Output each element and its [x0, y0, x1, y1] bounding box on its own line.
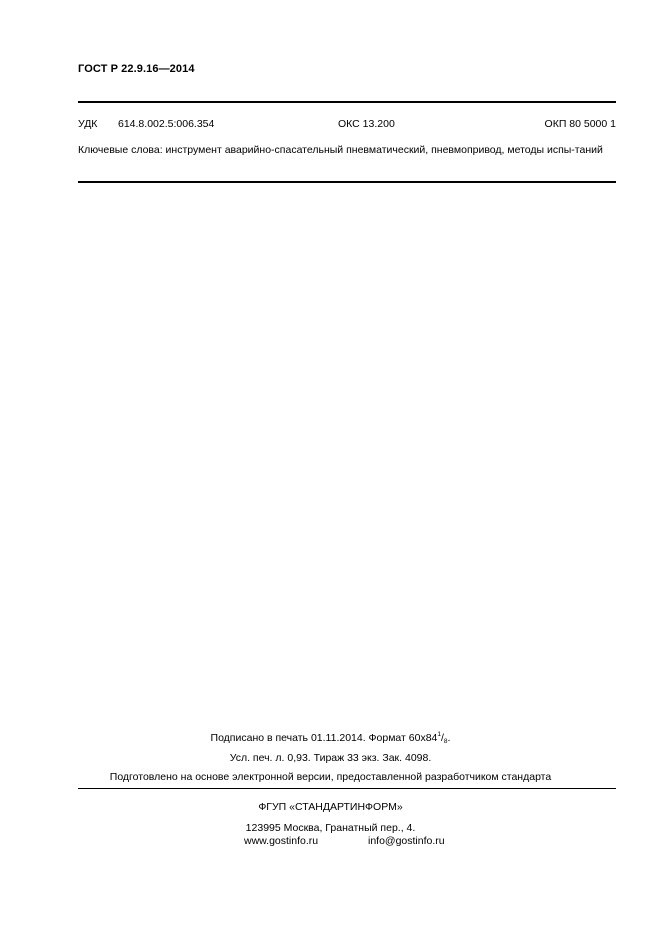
classification-row	[78, 118, 616, 132]
format-end: .	[447, 732, 451, 744]
website-link[interactable]: www.gostinfo.ru	[244, 835, 319, 847]
keywords-divider	[78, 181, 616, 183]
contact-row	[0, 835, 661, 849]
prepared-note: Подготовлено на основе электронной версии, предоставленной разработчиком стандарта	[109, 771, 552, 783]
udk-label: УДК	[78, 118, 98, 130]
email-link[interactable]: info@gostinfo.ru	[368, 835, 445, 847]
keywords-text: Ключевые слова: инструмент аварийно-спасательный пневматический, пневмопривод, методы испы-таний	[78, 144, 603, 156]
format-denominator: 8	[443, 738, 448, 745]
format-numerator: 1	[437, 731, 441, 738]
oks-code: ОКС 13.200	[338, 118, 395, 130]
format-slash: /	[441, 732, 444, 744]
okp-code: ОКП 80 5000 1	[544, 118, 616, 130]
signed-text: Подписано в печать 01.11.2014. Формат 60х84	[210, 732, 438, 744]
signed-line	[0, 732, 661, 744]
publisher-address: 123995 Москва, Гранатный пер., 4.	[245, 822, 416, 834]
udk-value: 614.8.002.5:006.354	[118, 118, 215, 130]
print-details: Усл. печ. л. 0,93. Тираж 33 экз. Зак. 4098.	[229, 752, 432, 764]
top-divider	[78, 101, 616, 103]
document-id: ГОСТ Р 22.9.16—2014	[78, 63, 195, 75]
publisher-name: ФГУП «СТАНДАРТИНФОРМ»	[258, 801, 403, 813]
imprint-divider	[78, 788, 616, 789]
